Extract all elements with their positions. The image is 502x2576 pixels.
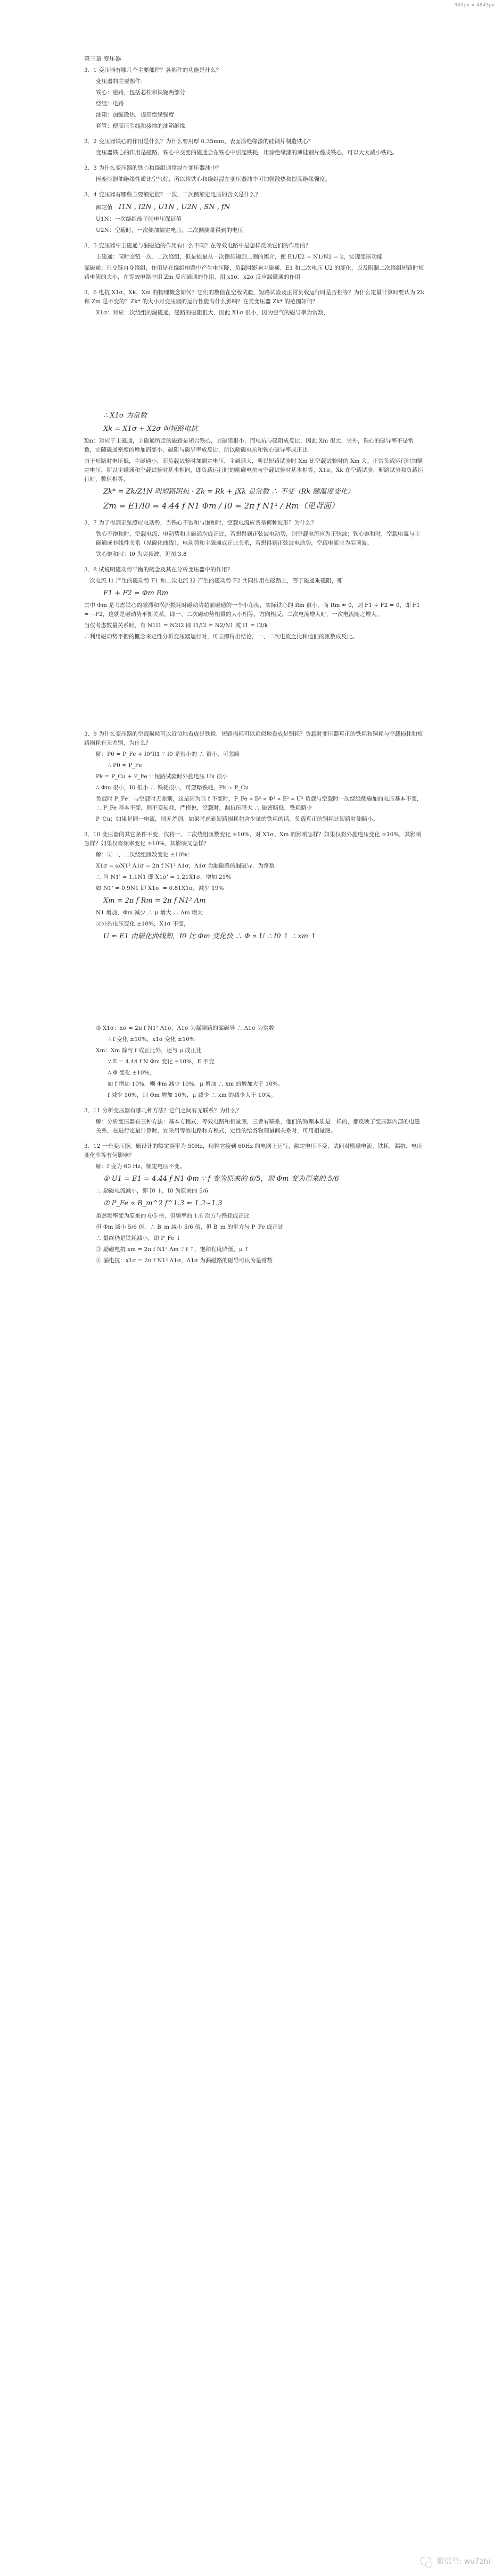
answer-formula: ① U1 = E1 = 4.44 f N1 Φm ∵ f 变为原来的 6/5，则 Φm 变为原来的 5/6 <box>103 1175 339 1183</box>
question-text: 3．5 变压器中主磁通与漏磁通的作用有什么不同？在等效电路中是怎样反映它们的作用的？ <box>84 242 311 249</box>
question-text: 3．9 为什么变压器的空载损耗可以近似地看成是铁耗，短路损耗可以近似地看成是铜耗？负载时变压器真正的铁耗和铜耗与空载损耗和短路损耗有无差别，为什么？ <box>84 731 423 747</box>
answer-line: ∵ E = 4.44 f N Φm 变化 ±10%，E 不变 <box>108 1058 215 1065</box>
page-size-label: 943px × 4843px <box>454 3 495 8</box>
answer-line: 油箱：加强散热，提高绝缘强度 <box>96 111 174 118</box>
xm-test-explanation: 由于短路时电压低，主磁通小，而负载试验时加额定电压，主磁通大，所以短路试验时 Xm 比空载试验时的 Xm 大。正常负载运行时加额定电压，所以主磁通和空载试验时基本相同，即负载运行时的励磁电抗与空载试验时基本相等，X1σ，Xk 在空载试验，断路试验和负载运行时，数值相等， <box>84 457 423 482</box>
answer-line: 如 f 增加 10%，则 Φm 减少 10%，μ 增加 ∴ xm 的增加大于 10%。 <box>108 1081 284 1088</box>
question-text: 3．2 变压器铁心的作用是什么？为什么要用厚 0.35mm、表面涂绝缘漆的硅钢片制造铁心？ <box>84 138 314 145</box>
u1n-description: U1N：一次绕组端子间电压保证值 <box>96 215 182 222</box>
question-3-2 <box>84 137 425 157</box>
question-3-4 <box>84 190 425 235</box>
xk-formula: Xk = X1σ + X2σ 叫短路电抗 <box>103 424 198 433</box>
answer-text: 因变压器油绝缘性质比空气好，所以将铁心和绕组浸在变压器油中可加强散热和提高绝缘强度。 <box>96 176 331 182</box>
question-text: 3．1 变压器有哪几个主要部件？各部件的功能是什么？ <box>84 66 222 73</box>
answer-line: N1 增加，Φm 减少 ∴ μ 增大 ∴ Λm 增大 <box>96 910 203 916</box>
answer-main-flux: 主磁通：同时交链一次、二次绕组，但是能量从一次侧传递到二侧的媒介，使 E1/E2 = N1/N2 = k，实现变压功能 <box>96 253 383 260</box>
answer-text: 一次电流 I1 产生的磁动势 F1 和二次电流 I2 产生的磁动势 F2 共同作用在磁路上，等于磁通乘磁阻，即 <box>84 578 343 585</box>
answer-text: 铁心不饱和时，空载电流、电动势和主磁通均成正比，若想得到正弦波电动势，则空载电流应为正弦波；铁心饱和时，空载电流与主磁通成非线性关系（见磁化曲线），电动势和主磁通成正比关系，若想得到正弦波电动势，空载电流应为尖顶波。 <box>96 531 420 547</box>
question-text: 3．4 变压器有哪些主要额定值？一次、二次侧额定电压的含义是什么？ <box>84 191 261 198</box>
answer-text: 当仅考虑数量关系时，有 N1I1 = N2I2 即 I1/I2 = N2/N1 或 I1 = I2/k <box>84 622 268 629</box>
question-text: 3．6 电抗 X1σ、Xk、Xm 的物理概念如何？它们的数值在空载试验、短路试验及正常负载运行时是否相等？为什么定量计算时要认为 Zk 和 Zm 是不变的？Zk* 的大小对变压器的运行性能有什么影响？在类变压器 Zk* 的范围如何？ <box>84 289 424 305</box>
question-3-7 <box>84 519 425 559</box>
question-text: 3．3 为什么变压器的铁心和绕组通常浸在变压器油中？ <box>84 164 222 171</box>
answer-text: 解：分析变压器有三种方法：基本方程式，等效电路和相量图，三者有联系，他们的物理本质是一样的，都反映了变压器内部的电磁关系，在进行定量计算时，宜采用等效电路和方程式，定性的给各物理量间关系时，可用相量图。 <box>96 1119 420 1135</box>
question-text: 3．7 为了得到正弦感应电动势，当铁心不饱和与饱和时，空载电流应各呈何种波形？为什么？ <box>84 520 317 527</box>
constant-note: ∴ X1σ 为常数 <box>103 411 147 420</box>
question-text: 3．12 一台变压器，原设计的额定频率为 50Hz，现将它接到 60Hz 的电网上运行，额定电压不变，试问对励磁电流、铁耗、漏抗、电压变化率等有何影响？ <box>84 1143 423 1159</box>
answer-text: 其中 Φm 是考虑铁心的磁滞和涡流损耗时磁动势超前磁通的一个小角度，实际铁心的 Rm 很小，而 Rm ≈ 0，则 F1 + F2 = 0，即 F1 = −F2，这就是磁动势平衡关系。即一、二次磁动势相量的大小相等，方向相反，二次电流增大时，一次电流随之增大。 <box>84 602 420 618</box>
blank-space <box>84 644 425 723</box>
wechat-icon <box>421 2557 431 2565</box>
answer-line: ③ X1σ：xσ = 2π f N1² Λ1σ，Λ1σ 为漏磁路的漏磁导 ∴ Λ1σ 为常数 <box>96 1025 274 1032</box>
answer-formula: ② P_Fe ∝ B_m^2 f^1.3 ≈ 1.2~1.3 <box>103 1199 223 1208</box>
answer-line: ④ 漏电抗：x1σ = 2π f N1² Λ1σ，Λ1σ 为漏磁路的磁导可认为是常数 <box>96 1257 273 1264</box>
answer-line: ∴ f 变化 ±10%，x1σ 变化 ±10% <box>108 1036 195 1043</box>
mmf-balance-formula: F1 + F2 = Φm Rm <box>103 589 169 598</box>
answer-line: 铁心：磁路，包括芯柱和铁轭两部分 <box>96 89 185 96</box>
question-3-12 <box>84 1142 425 1265</box>
watermark <box>421 2556 490 2566</box>
xm-formula: Xm = 2π f Rm = 2π f N1² Λm <box>103 897 206 905</box>
u2n-description: U2N：空载时，一次侧加额定电压，二次侧测量得到的电压 <box>96 227 243 234</box>
question-3-8 <box>84 565 425 723</box>
answer-line: ②外施电压变化 ±10%，X1σ 不变， <box>96 921 190 928</box>
answer-note: 铁心饱和时：I0 为尖顶波，见图 3.8 <box>96 551 187 558</box>
answer-line: 如 N1' = 0.9N1 即 X1σ' = 0.81X1σ，减少 19% <box>96 885 224 892</box>
answer-line: P_Cu：如果是同一电流，则无差别，如果考虑到短路损耗包含少量的铁耗的话，负载真正的铜耗比短路时侧略小。 <box>96 816 379 823</box>
answer-line: 解：f 变为 60 Hz，额定电压不变。 <box>96 1163 185 1170</box>
answer-line: 变压器的主要部件： <box>96 78 146 85</box>
page-toolbar <box>0 0 502 12</box>
question-3-6 <box>84 288 425 512</box>
answer-text: 变压器铁心的作用是磁路。铁心中交变的磁通会在铁心中引起铁耗，用涂绝缘漆的薄硅钢片叠成铁心，可以大大减小铁耗。 <box>96 149 398 156</box>
watermark-text: 微信号: wu7zhi <box>437 2557 490 2566</box>
rated-values <box>84 202 425 213</box>
answer-line: ∴ 最终仍是铁耗减小，即 P_Fe ↓ <box>96 1235 181 1241</box>
answer-line: ③ 励磁电抗 xm = 2π f N1² Λm ∵ f ↑，饱和程度降低，μ ↑ <box>96 1246 249 1253</box>
blank-space <box>84 320 425 410</box>
question-3-1 <box>84 66 425 131</box>
question-3-5 <box>84 241 425 282</box>
answer-line: ∴ 当 N1' = 1.1N1 即 X1σ' = 1.21X1σ，增加 21% <box>96 874 232 881</box>
answer-line: 套管：使高压引线和接地的油箱绝缘 <box>96 122 185 129</box>
voltage-relation: U ≈ E1 由磁化曲线知，I0 比 Φm 变化快 ∴ Φ ∝ U ∴ I0 ↑ ∴ xm ↑ <box>103 932 316 941</box>
chapter-title: 第三章 变压器 <box>84 55 121 62</box>
question-text: 3．10 变压器的其它条件不变，仅将一、二次绕组匝数变化 ±10%，对 X1σ、Xm 的影响怎样？如果仅将外施电压变化 ±10%，其影响怎样？如果仅将频率变化 ±10%，其影响又怎样？ <box>84 831 422 847</box>
answer-line: ∴ Φ 变化 ±10%， <box>108 1070 155 1077</box>
answer-line: 但 Φm 减小 5/6 倍，∴ B_m 减小 5/6 倍，但 B_m 的平方与 P_Fe 成正比 <box>96 1223 284 1230</box>
question-3-11 <box>84 1106 425 1136</box>
answer-text: X1σ：对应一次绕组的漏磁通，磁路的磁阻很大，因此 X1σ 很小，因为空气的磁导率为常数， <box>96 309 329 316</box>
answer-text: ∴利用磁动势平衡的概念来定性分析变压器运行时，可立即得出结论，一、二次电流之比和他们的匝数成反比。 <box>84 633 358 640</box>
answer-line: 绕组：电路 <box>96 100 124 107</box>
blank-space <box>84 944 425 1024</box>
answer-line: 负载时 P_Fe：与空载时无差别，这是因为当 f 不变时，P_Fe ∝ B² ∝ Φ² ∝ E² ∝ U² 负载与空载时一次绕组侧施加的电压基本不变，∴ P_Fe 基本不变，则不变损耗，严格说，空载时，漏抗压降大 ∴ 磁密略低，铁耗略少 <box>96 796 423 812</box>
answer-line: ∴ 励磁电流减小，即 I0 ↓，I0 为原来的 5/6 <box>96 1188 209 1195</box>
answer-line: 解：①一、二次绕组匝数变化 ±10%： <box>96 852 193 858</box>
rated-symbols: I1N , I2N , U1N , U2N , SN , fN <box>118 203 231 211</box>
answer-line: ∴ P0 ≈ P_Fe <box>108 762 142 769</box>
question-3-10 <box>84 830 425 1100</box>
zm-expression: Zm = E1/I0 = 4.44 f N1 Φm / I0 = 2π f N1² / Rm（见背面） <box>103 501 339 511</box>
rated-label: 额定值 <box>96 204 113 211</box>
document-page <box>84 54 425 1268</box>
answer-line: Pk = P_Cu + P_Fe ∵ 短路试验时外施电压 Uk 很小 <box>96 773 228 780</box>
answer-line: ∴ Φm 很小，I0 很小 ∴ 铁耗很小，可忽略铁耗，Pk ≈ P_Cu <box>96 785 249 791</box>
answer-line: 虽然频率变为原来的 6/5 倍，但频率的 1.6 次方与铁耗成正比 <box>96 1212 250 1219</box>
zk-expression: Zk* = Zk/Z1N 叫短路阻抗 · Zk = Rk + jXk 是常数 ∴ 不变（Rk 随温度变化） <box>103 487 355 496</box>
question-3-3 <box>84 164 425 184</box>
question-3-9 <box>84 730 425 824</box>
answer-leakage-flux: 漏磁通：只交链自身绕组，作用是在绕组电路中产生电压降，负载时影响主磁通、E1 和二次电压 U2 的变化，以及限制二次绕组短路时短路电流的大小，在等效电路中用 Zm 反应磁通的作用，用 x1σ、x2σ 反应漏磁通的作用 <box>84 264 424 280</box>
answer-line: f 减少 10%，则 Φm 增加 10%，μ 减少 ∴ xm 的减少大于 10%。 <box>108 1092 276 1099</box>
question-text: 3．11 分析变压器有哪几种方法？它们之间有无联系？为什么？ <box>84 1107 242 1114</box>
answer-line: Xm：Xm 除与 f 成正比外，还与 μ 成正比 <box>96 1047 202 1054</box>
answer-line: 解：P0 = P_Fe + I0²R1 ∵ I0 是很小的 ∴ 很小，可忽略 <box>96 751 240 758</box>
question-text: 3．8 试说明磁动势平衡的概念及其在分析变压器中的作用？ <box>84 566 233 573</box>
answer-line: X1σ = ωN1² Λ1σ = 2π f N1² Λ1σ，Λ1σ 为漏磁路的漏磁导，为常数 <box>96 863 275 870</box>
xm-explanation: Xm：对应于主磁通，主磁通所走的磁路是闭合铁心，其磁阻很小，而电抗与磁阻成反比，因此 Xm 很大，另外，铁心的磁导率不是常数，它随磁通密度的增加而变小，磁阻与磁导率成反比，所以励磁电抗和铁心磁导率成正比 <box>84 437 414 453</box>
